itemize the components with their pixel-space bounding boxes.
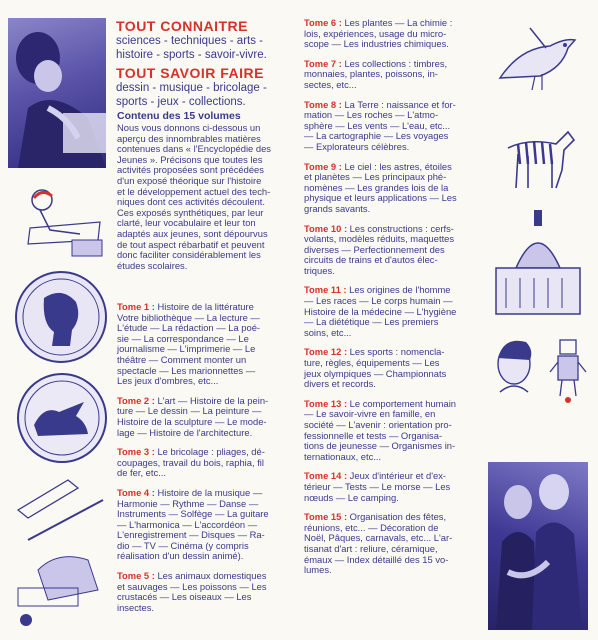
tome-text: Les animaux domestiques: [154, 570, 267, 582]
tome-text: volants, modèles réduits, maquettes: [304, 233, 455, 245]
tome-text: spectacle — Les marionnettes —: [117, 364, 256, 376]
tome-text: Histoire de la musique —: [154, 486, 263, 498]
subtitle-line-1: sciences - techniques - arts -: [116, 35, 264, 47]
header: [116, 18, 298, 109]
cathedral-illustration: [486, 208, 590, 318]
tome-text: — La cartographie — Les voyages: [304, 130, 449, 142]
portrait-illustration: [488, 330, 540, 396]
tome-text: Les plantes — La chimie :: [341, 17, 453, 28]
tome-text: Votre bibliothèque — La lecture —: [117, 311, 260, 323]
tome-text: journalisme — L'imprimerie — Le: [117, 343, 256, 355]
title-tout-connaitre: TOUT CONNAITRE: [116, 18, 248, 34]
subtitle-line-3: dessin - musique - bricolage -: [116, 82, 267, 94]
subtitle-line-4: sports - jeux - collections.: [116, 96, 246, 108]
tome-text: L'art — Histoire de la pein-: [154, 394, 269, 406]
tome-text: Harmonie — Rythme — Danse —: [117, 497, 259, 509]
tome-text: théâtre — Comment monter un: [117, 353, 247, 365]
tome-text: lois, expériences, usage du micro-: [304, 27, 447, 39]
tome-entry: [304, 347, 482, 389]
tome-label: Tome 13 :: [304, 397, 348, 409]
tome-text: Le comportement humain: [347, 397, 456, 409]
intro-heading: Contenu des 15 volumes: [117, 110, 241, 122]
tome-text: et sauvages — Les poissons — Les: [117, 580, 267, 592]
tome-text: circuits de trains et d'autos élec-: [304, 254, 438, 266]
tome-label: Tome 15 :: [304, 511, 348, 523]
title-tout-savoir-faire: TOUT SAVOIR FAIRE: [116, 65, 264, 81]
tome-entry: [304, 512, 482, 576]
tome-label: Tome 14 :: [304, 470, 348, 482]
tome-entry: [117, 302, 297, 387]
coin-head-illustration: [12, 268, 110, 366]
robot-illustration: [548, 334, 588, 404]
photo-boys: [488, 462, 588, 630]
tome-text: Histoire de la littérature: [154, 301, 254, 312]
tome-entry: [117, 488, 297, 562]
tome-text: fessionnelle et tests — Organisa-: [304, 429, 443, 441]
tome-text: tisanat d'art : reliure, céramique,: [304, 542, 438, 554]
zebra-illustration: [498, 120, 578, 192]
tome-text: Les constructions : cerfs-: [347, 222, 454, 234]
tomes-right-column: [304, 18, 482, 585]
tome-text: nomènes — Les grandes lois de la: [304, 181, 449, 193]
tome-label: Tome 6 :: [304, 17, 342, 28]
tome-text: L'étude — La rédaction — La poé-: [117, 322, 261, 334]
tome-entry: [304, 399, 482, 463]
tome-text: émaux — Index détaillé des 15 vo-: [304, 553, 449, 565]
tome-text: divers et records.: [304, 378, 376, 390]
tome-text: Le ciel : les astres, étoiles: [341, 160, 452, 172]
tome-label: Tome 10 :: [304, 222, 348, 234]
photo-reader: [8, 18, 106, 168]
tome-text: nœuds — Le camping.: [304, 491, 399, 503]
tome-text: grands savants.: [304, 202, 371, 214]
tome-entry: [117, 447, 297, 479]
tome-label: Tome 12 :: [304, 346, 348, 358]
tome-entry: [304, 285, 482, 338]
tome-text: soins, etc...: [304, 326, 352, 338]
tome-text: jeux olympiques — Championnats: [304, 367, 447, 379]
tome-label: Tome 4 :: [117, 486, 155, 498]
intro-section: [117, 110, 297, 271]
tome-text: lumes.: [304, 564, 332, 576]
tome-entry: [304, 162, 482, 215]
tome-text: — Explorateurs célèbres.: [304, 140, 410, 152]
tome-label: Tome 11 :: [304, 284, 347, 296]
tome-text: physique et leurs applications — Les: [304, 192, 457, 204]
tome-text: ture, règles, équipements — Les: [304, 357, 440, 369]
tome-text: réalisation d'un dessin animé).: [117, 550, 244, 562]
tome-text: réunions, etc... — Décoration de: [304, 521, 439, 533]
tome-text: crustacés — Les oiseaux — Les: [117, 591, 252, 603]
tome-text: térieur — Tests — Le morse — Les: [304, 480, 451, 492]
tome-entry: [304, 18, 482, 50]
bird-illustration: [490, 18, 588, 98]
tome-text: Histoire de la sculpture — Le mode-: [117, 415, 267, 427]
tome-text: L'enregistrement — Disques — Ra-: [117, 529, 265, 541]
tome-text: société — L'avenir : orientation pro-: [304, 419, 452, 430]
tome-text: et planètes — Les principaux phé-: [304, 171, 447, 183]
tome-text: diverses — Perfectionnement des: [304, 243, 445, 255]
tome-label: Tome 1 :: [117, 301, 155, 312]
tome-text: Les sports : nomencla-: [347, 346, 445, 358]
tome-text: Les jeux d'ombres, etc...: [117, 375, 219, 387]
tome-text: dio — TV — Cinéma (y compris: [117, 539, 249, 551]
tome-text: ture — Le dessin — La peinture —: [117, 405, 262, 417]
tome-text: Organisation des fêtes,: [347, 511, 447, 523]
tome-label: Tome 8 :: [304, 98, 342, 110]
tome-text: de fer, etc...: [117, 467, 166, 479]
tome-text: Instruments — Solfège — La guitare: [117, 508, 269, 520]
tome-text: sphère — Les vents — L'eau, etc...: [304, 119, 451, 131]
tome-text: Jeux d'intérieur et d'ex-: [347, 470, 447, 482]
tome-entry: [304, 100, 482, 153]
tome-text: triques.: [304, 264, 335, 276]
tomes-left-column: [117, 302, 297, 622]
tome-text: monnaies, plantes, poissons, in-: [304, 68, 438, 80]
tome-text: sie — La correspondance — Le: [117, 332, 249, 344]
girl-drawing-illustration: [10, 182, 110, 262]
tome-label: Tome 2 :: [117, 394, 155, 406]
tome-text: — Le savoir-vivre en famille, en: [304, 408, 436, 420]
tome-label: Tome 7 :: [304, 57, 342, 69]
intro-body: Nous vous donnons ci-dessous un aperçu des innombrables matières contenues dans « l'Encyclopédie des Jeunes ». Précisons que toutes les activités proposées sont précédées d'un exposé théorique sur l'histoire et le développement actuel des tech- niques dont ces activités découlent. Ces exposés synthétiques, par leur clarté, leur vocabulaire et leur ton adaptés aux jeunes, sont dépourvus de tout aspect rébarbatif et peuvent donc faciliter considérablement les études scolaires.: [117, 122, 271, 271]
tome-text: Les collections : timbres,: [341, 57, 448, 69]
tome-text: sectes, etc...: [304, 78, 357, 90]
tome-label: Tome 3 :: [117, 446, 155, 458]
tome-text: tions de jeunesse — Organismes in-: [304, 440, 456, 452]
tome-label: Tome 9 :: [304, 160, 342, 172]
tome-entry: [117, 396, 297, 438]
tome-text: ternationaux, etc...: [304, 450, 382, 462]
tome-label: Tome 5 :: [117, 570, 155, 582]
tome-text: Noël, Pâques, carnavals, etc... L'ar-: [304, 532, 453, 544]
tome-text: scope — Les industries chimiques.: [304, 38, 449, 50]
tome-text: Histoire de la médecine — L'hygiène: [304, 305, 457, 317]
tome-text: Les origines de l'homme: [346, 284, 451, 296]
tome-text: — Les races — Le corps humain —: [304, 295, 453, 307]
tome-text: mation — Les roches — L'atmo-: [304, 109, 439, 121]
tome-text: Le bricolage : pliages, dé-: [154, 446, 265, 458]
tome-entry: [304, 471, 482, 503]
tools-illustration: [8, 470, 112, 630]
coin-sphinx-illustration: [14, 370, 110, 466]
tome-entry: [117, 571, 297, 613]
tome-entry: [304, 224, 482, 277]
tome-entry: [304, 59, 482, 91]
tome-text: — L'harmonica — L'accordéon —: [117, 518, 258, 530]
tome-text: lage — Histoire de l'architecture.: [117, 426, 253, 438]
tome-text: La Terre : naissance et for-: [341, 98, 456, 110]
tome-text: — La diététique — Les premiers: [304, 316, 439, 328]
subtitle-line-2: histoire - sports - savoir-vivre.: [116, 49, 267, 61]
tome-text: insectes.: [117, 601, 154, 613]
tome-text: coupages, travail du bois, raphia, fil: [117, 456, 264, 468]
